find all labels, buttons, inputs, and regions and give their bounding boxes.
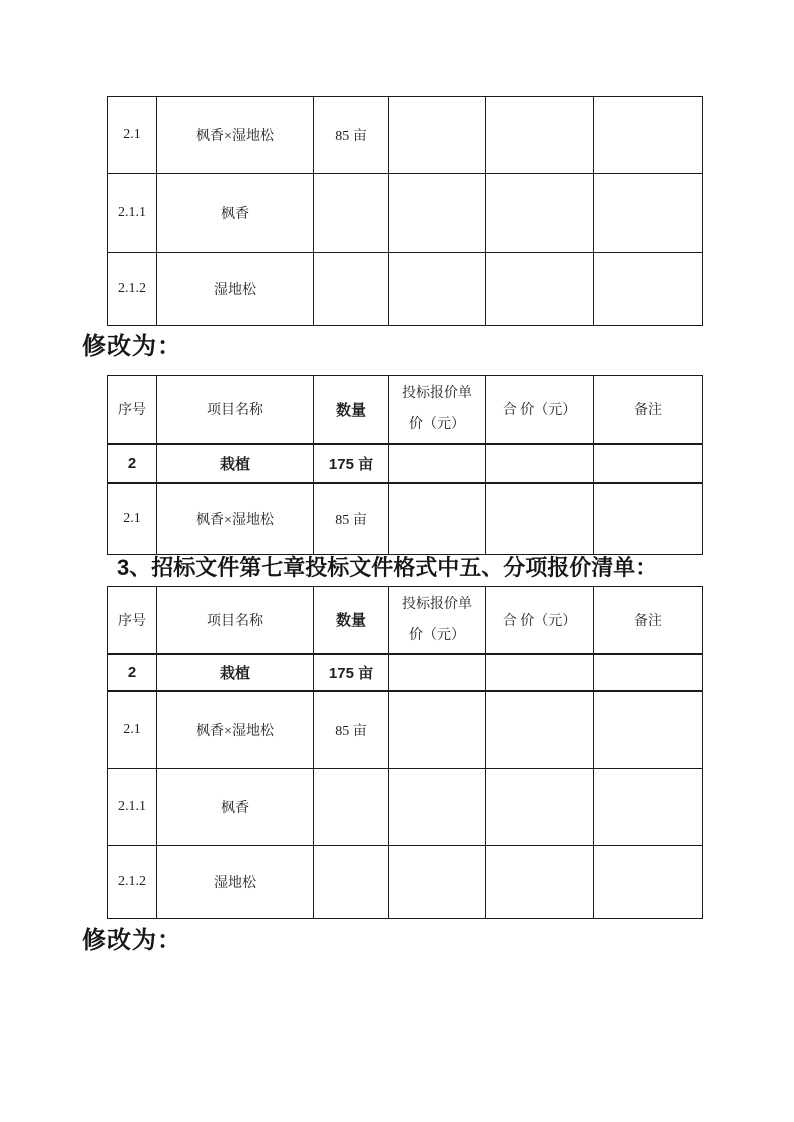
cell-seq: 2.1 bbox=[108, 483, 157, 555]
header-remark: 备注 bbox=[594, 376, 703, 444]
cell-total-price bbox=[486, 769, 594, 846]
cell-remark bbox=[594, 769, 703, 846]
cell-unit-price bbox=[389, 483, 486, 555]
cell-qty bbox=[314, 846, 389, 919]
cell-qty bbox=[314, 769, 389, 846]
cell-total-price bbox=[486, 691, 594, 769]
cell-total-price bbox=[486, 174, 594, 253]
table-row bbox=[108, 654, 703, 691]
cell-seq: 2.1 bbox=[108, 97, 157, 174]
cell-item: 枫香×湿地松 bbox=[157, 691, 314, 769]
table-row bbox=[108, 691, 703, 769]
table-modified-pricing bbox=[107, 375, 703, 555]
cell-seq: 2.1 bbox=[108, 691, 157, 769]
section3-heading: 3、招标文件第七章投标文件格式中五、分项报价清单： bbox=[117, 555, 658, 580]
header-unit-price bbox=[389, 587, 486, 654]
header-total-price: 合 价（元） bbox=[486, 376, 594, 444]
cell-qty: 175 亩 bbox=[314, 444, 389, 483]
table-row bbox=[108, 97, 703, 174]
cell-item: 湿地松 bbox=[157, 846, 314, 919]
table-section3-pricing bbox=[107, 586, 703, 919]
cell-item: 枫香×湿地松 bbox=[157, 483, 314, 555]
cell-item: 枫香×湿地松 bbox=[157, 97, 314, 174]
header-unit-price-line2: 价（元） bbox=[409, 417, 465, 433]
cell-remark bbox=[594, 654, 703, 691]
cell-unit-price bbox=[389, 97, 486, 174]
cell-qty: 175 亩 bbox=[314, 654, 389, 691]
cell-item: 栽植 bbox=[157, 654, 314, 691]
cell-remark bbox=[594, 97, 703, 174]
table-original-items bbox=[107, 96, 703, 326]
header-seq: 序号 bbox=[108, 376, 157, 444]
table-row bbox=[108, 483, 703, 555]
modify-to-label: 修改为： bbox=[82, 927, 182, 954]
cell-total-price bbox=[486, 654, 594, 691]
header-remark: 备注 bbox=[594, 587, 703, 654]
table-row bbox=[108, 846, 703, 919]
cell-total-price bbox=[486, 483, 594, 555]
header-unit-price-line2: 价（元） bbox=[409, 627, 465, 643]
cell-seq: 2 bbox=[108, 654, 157, 691]
cell-seq: 2 bbox=[108, 444, 157, 483]
table-row bbox=[108, 253, 703, 326]
header-qty: 数量 bbox=[314, 587, 389, 654]
cell-remark bbox=[594, 174, 703, 253]
table-row bbox=[108, 769, 703, 846]
table-header-row bbox=[108, 587, 703, 654]
table-row bbox=[108, 174, 703, 253]
modify-to-label: 修改为： bbox=[82, 333, 182, 360]
cell-total-price bbox=[486, 253, 594, 326]
cell-total-price bbox=[486, 846, 594, 919]
cell-unit-price bbox=[389, 174, 486, 253]
cell-seq: 2.1.2 bbox=[108, 253, 157, 326]
table-row bbox=[108, 444, 703, 483]
cell-unit-price bbox=[389, 846, 486, 919]
cell-seq: 2.1.1 bbox=[108, 769, 157, 846]
cell-unit-price bbox=[389, 691, 486, 769]
cell-qty bbox=[314, 253, 389, 326]
cell-unit-price bbox=[389, 253, 486, 326]
header-item: 项目名称 bbox=[157, 376, 314, 444]
cell-qty bbox=[314, 174, 389, 253]
cell-remark bbox=[594, 483, 703, 555]
cell-unit-price bbox=[389, 444, 486, 483]
cell-item: 湿地松 bbox=[157, 253, 314, 326]
cell-remark bbox=[594, 691, 703, 769]
cell-unit-price bbox=[389, 654, 486, 691]
cell-item: 枫香 bbox=[157, 769, 314, 846]
cell-total-price bbox=[486, 444, 594, 483]
header-seq: 序号 bbox=[108, 587, 157, 654]
cell-qty: 85 亩 bbox=[314, 691, 389, 769]
cell-remark bbox=[594, 846, 703, 919]
cell-item: 枫香 bbox=[157, 174, 314, 253]
header-unit-price bbox=[389, 376, 486, 444]
cell-unit-price bbox=[389, 769, 486, 846]
cell-remark bbox=[594, 444, 703, 483]
cell-item: 栽植 bbox=[157, 444, 314, 483]
header-unit-price-line1: 投标报价单 bbox=[402, 386, 472, 402]
cell-qty: 85 亩 bbox=[314, 97, 389, 174]
cell-seq: 2.1.2 bbox=[108, 846, 157, 919]
header-qty: 数量 bbox=[314, 376, 389, 444]
header-total-price: 合 价（元） bbox=[486, 587, 594, 654]
cell-total-price bbox=[486, 97, 594, 174]
cell-seq: 2.1.1 bbox=[108, 174, 157, 253]
cell-qty: 85 亩 bbox=[314, 483, 389, 555]
header-item: 项目名称 bbox=[157, 587, 314, 654]
table-header-row bbox=[108, 376, 703, 444]
cell-remark bbox=[594, 253, 703, 326]
header-unit-price-line1: 投标报价单 bbox=[402, 596, 472, 612]
